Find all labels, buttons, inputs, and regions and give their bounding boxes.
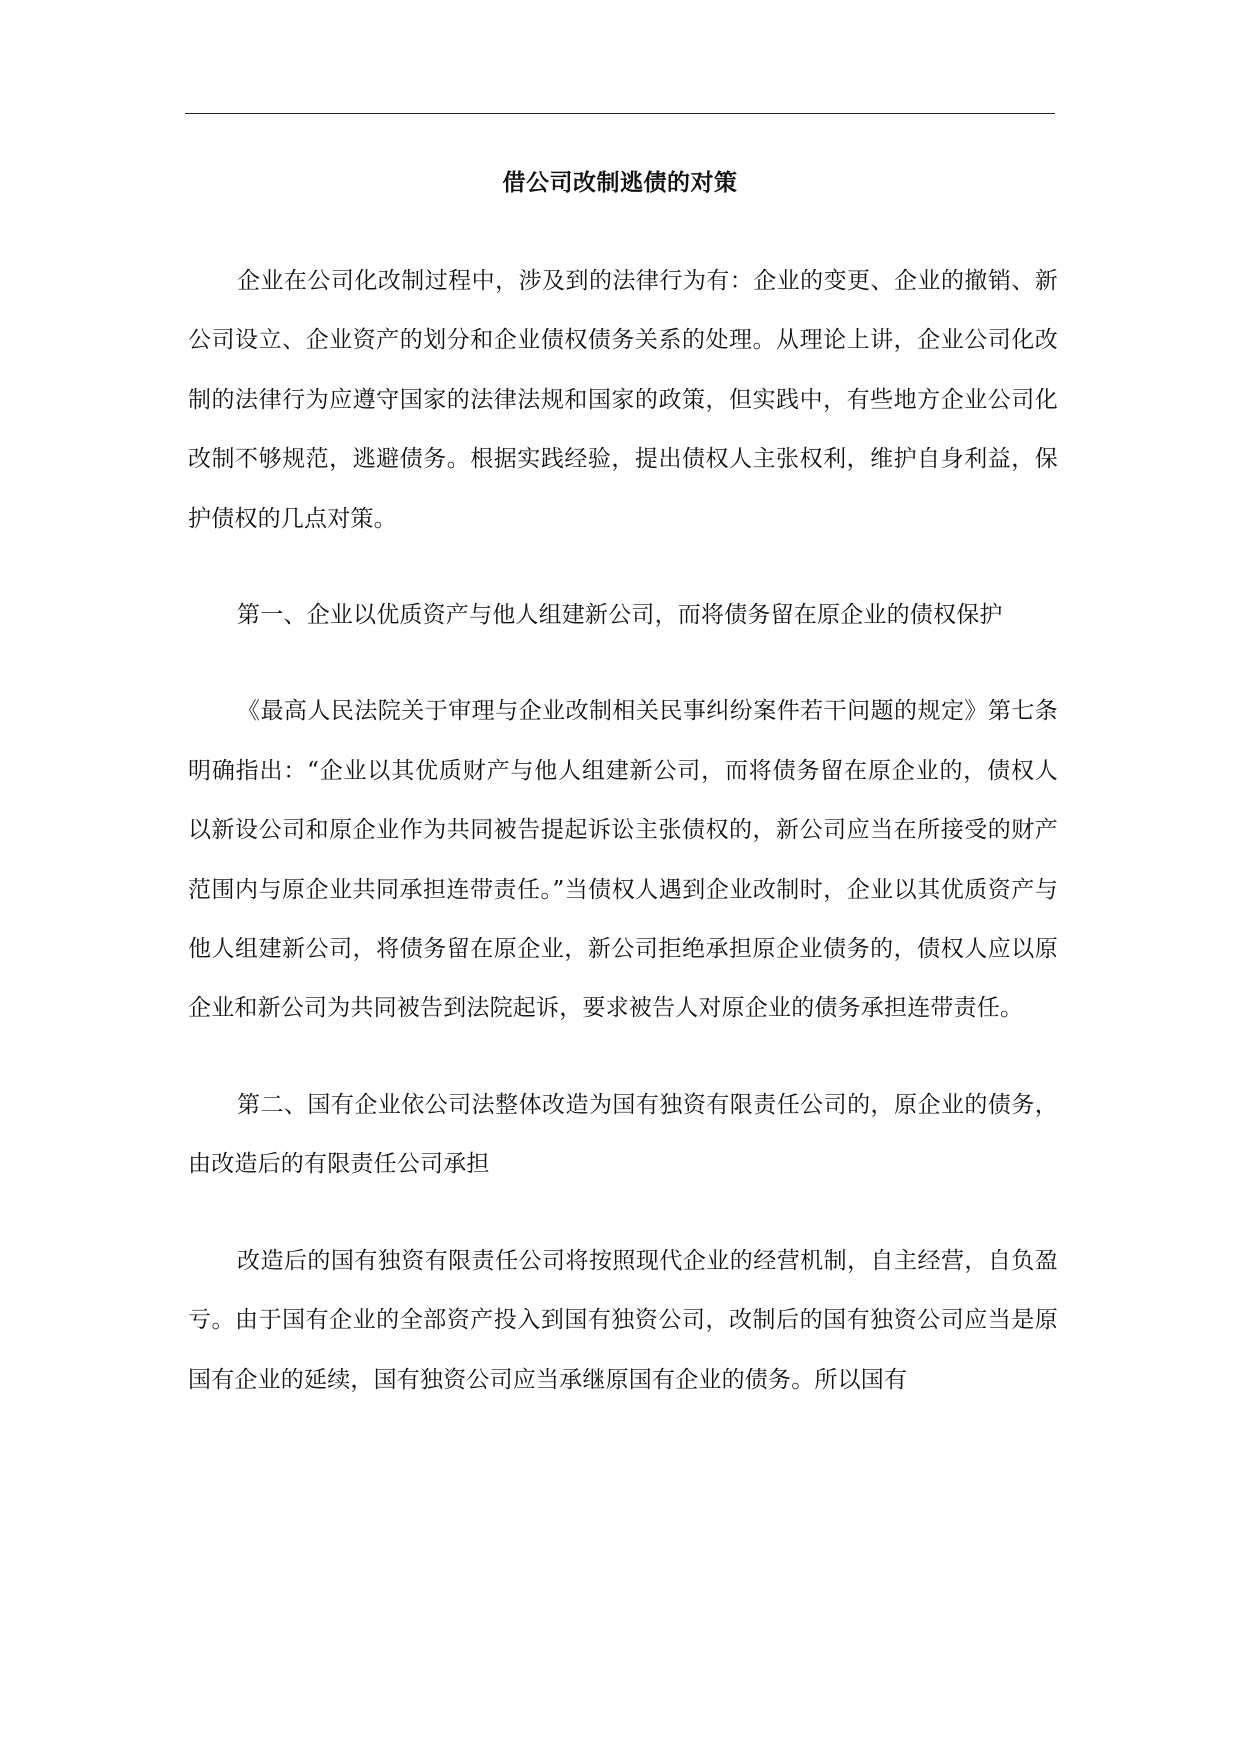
header-rule bbox=[185, 113, 1055, 114]
paragraph-intro: 企业在公司化改制过程中，涉及到的法律行为有：企业的变更、企业的撤销、新公司设立、企业资产的划分和企业债权债务关系的处理。从理论上讲，企业公司化改制的法律行为应遵守国家的法律法规和国家的政策，但实践中，有些地方企业公司化改制不够规范，逃避债务。根据实践经验，提出债权人主张权利，维护自身利益，保护债权的几点对策。 bbox=[188, 268, 1058, 532]
paragraph-state-owned: 改造后的国有独资有限责任公司将按照现代企业的经营机制，自主经营，自负盈亏。由于国有企业的全部资产投入到国有独资公司，改制后的国有独资公司应当是原国有企业的延续，国有独资公司应当承继原国有企业的债务。所以国有 bbox=[188, 1247, 1058, 1393]
paragraph-regulation-quote: 《最高人民法院关于审理与企业改制相关民事纠纷案件若干问题的规定》第七条明确指出：“企业以其优质财产与他人组建新公司，而将债务留在原企业的，债权人以新设公司和原企业作为共同被告提起诉讼主张债权的，新公司应当在所接受的财产范围内与原企业共同承担连带责任。”当债权人遇到企业改制时，企业以其优质资产与他人组建新公司，将债务留在原企业，新公司拒绝承担原企业债务的，债权人应以原企业和新公司为共同被告到法院起诉，要求被告人对原企业的债务承担连带责任。 bbox=[188, 698, 1058, 1022]
document-title: 借公司改制逃债的对策 bbox=[502, 170, 738, 196]
paragraph-heading-2: 第二、国有企业依公司法整体改造为国有独资有限责任公司的，原企业的债务，由改造后的有限责任公司承担 bbox=[188, 1091, 1058, 1178]
paragraph-heading-1: 第一、企业以优质资产与他人组建新公司，而将债务留在原企业的债权保护 bbox=[237, 602, 1003, 629]
document-body bbox=[188, 252, 1058, 1410]
